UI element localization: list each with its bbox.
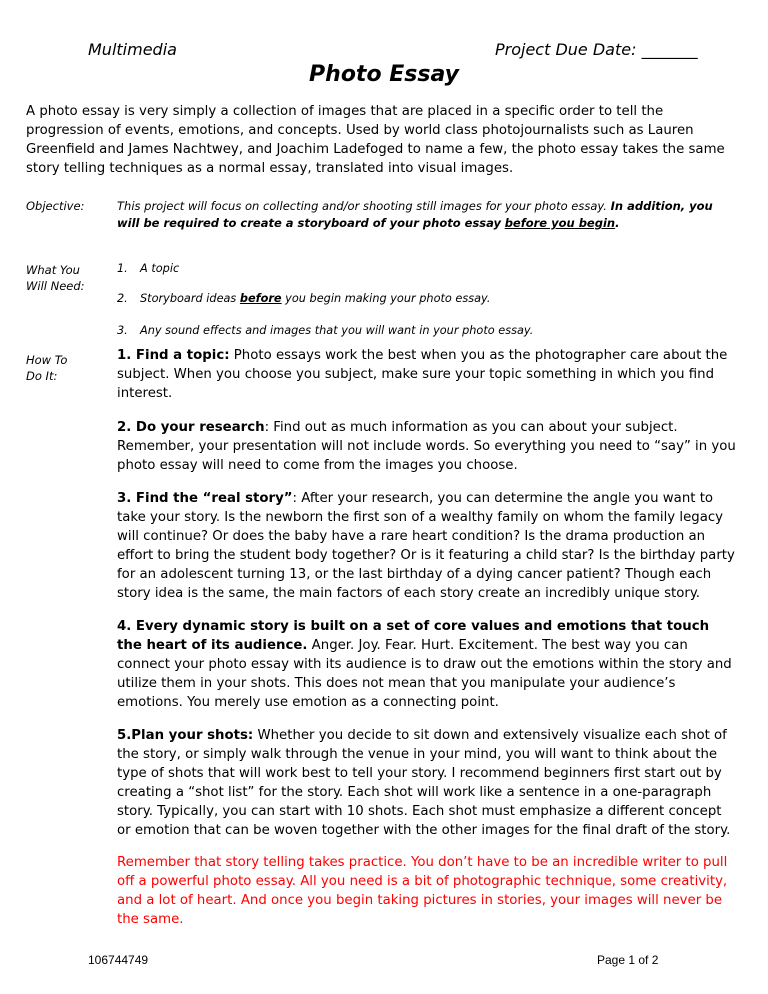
step-4	[117, 617, 737, 712]
page-number: Page 1 of 2	[597, 953, 659, 967]
reminder-paragraph: Remember that story telling takes practice. You don’t have to be an incredible writer to pull off a powerful photo essay. All you need is a bit of photographic technique, some creativity, and a lot of heart. And once you begin taking pictures in stories, your images will never be the same.	[117, 855, 728, 927]
need-2-text	[140, 292, 490, 305]
intro-paragraph: A photo essay is very simply a collection of images that are placed in a specific order to tell the progression of events, emotions, and concepts. Used by world class photojournalists such as Lauren Greenfield and James Nachtwey, and Joachim Ladefoged to name a few, the photo essay takes the same story telling techniques as a normal essay, translated into visual images.	[26, 104, 725, 176]
step-3	[117, 489, 737, 603]
document-id: 106744749	[88, 953, 149, 967]
course-name: Multimedia	[88, 40, 177, 59]
step-5	[117, 726, 737, 840]
objective-text	[117, 198, 737, 232]
need-2-pre: Storyboard ideas	[140, 292, 240, 305]
step-5-text: Whether you decide to sit down and extensively visualize each shot of the story, or simply walk through the venue in your mind, you will want to think about the type of shots that will work best to tell your story. I recommend beginners first start out by creating a “shot list” for the story. Each shot will work like a sentence in a one-paragraph story. Typically, you can start with 10 shots. Each shot must emphasize a different concept or emotion that can be woven together with the other images for the final draft of the story.	[117, 728, 731, 838]
need-3-pre: Any sound effects and images that you will want in your photo essay.	[140, 324, 534, 337]
step-3-heading: 3. Find the “real story”	[117, 491, 293, 506]
needs-label	[26, 262, 114, 294]
step-3-text: : After your research, you can determine the angle you want to take your story. Is the newborn the first son of a wealthy family on whom the family legacy will continue? Or does the baby have a rare heart condition? Is the drama production an effort to bring the student body together? Or is it featuring a child star? Is the birthday party for an adolescent turning 13, or the last birthday of a dying cancer patient? Though each story idea is the same, the main factors of each story create an incredibly unique story.	[117, 491, 735, 601]
objective-label: Objective:	[26, 199, 85, 213]
needs-label-line1: What You	[26, 263, 80, 277]
need-1-number: 1.	[117, 262, 128, 275]
objective-before-you-begin: before you begin	[504, 216, 616, 230]
need-2-before: before	[239, 292, 282, 305]
objective-bold: In addition, you will be required to create a storyboard of your photo essay	[117, 199, 713, 230]
step-1-heading: 1. Find a topic:	[117, 348, 230, 363]
objective-plain: This project will focus on collecting and/or shooting still images for your photo essay.	[117, 199, 607, 213]
need-1-text	[140, 262, 179, 275]
objective-end: .	[615, 216, 620, 230]
due-date-label: Project Due Date: _______	[495, 40, 698, 59]
need-2-number: 2.	[117, 292, 128, 305]
step-4-heading: 4. Every dynamic story is built on a set of core values and emotions that touch the heart of its audience.	[117, 619, 710, 653]
how-label-line2: Do It:	[26, 369, 58, 383]
need-2-post: you begin making your photo essay.	[281, 292, 491, 305]
step-1	[117, 346, 737, 403]
step-5-heading: 5.Plan your shots:	[117, 728, 254, 743]
need-1-pre: A topic	[140, 262, 180, 275]
step-2-text: : Find out as much information as you can about your subject. Remember, your presentation will not include words. So everything you need to “say” in you photo essay will need to come from the images you choose.	[117, 420, 736, 473]
step-4-text: Anger. Joy. Fear. Hurt. Excitement. The best way you can connect your photo essay with its audience is to draw out the emotions within the story and utilize them in your shots. This does not mean that you manipulate your audience’s emotions. You merely use emotion as a connecting point.	[117, 638, 732, 710]
how-label-line1: How To	[26, 353, 68, 367]
need-3-number: 3.	[117, 324, 128, 337]
page-title: Photo Essay	[309, 62, 459, 87]
need-3-text	[140, 324, 533, 337]
step-2	[117, 418, 737, 475]
needs-label-line2: Will Need:	[26, 279, 85, 293]
how-label	[26, 352, 114, 384]
step-1-text: Photo essays work the best when you as the photographer care about the subject. When you choose you subject, make sure your topic something in which you find interest.	[117, 348, 728, 401]
step-2-heading: 2. Do your research	[117, 420, 265, 435]
